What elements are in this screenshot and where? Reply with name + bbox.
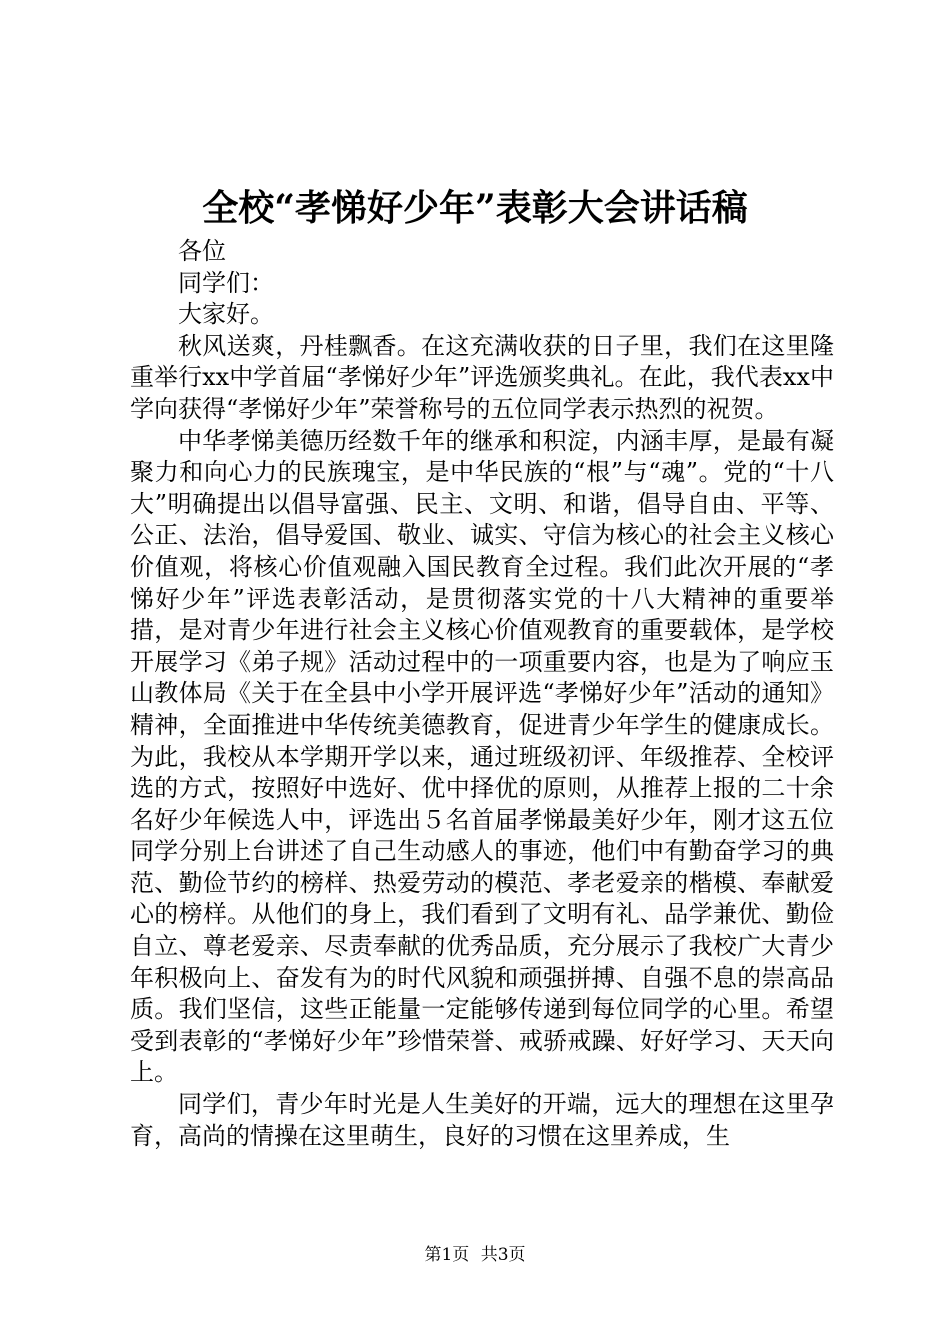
document-body xyxy=(130,236,834,1152)
paragraph-main: 中华孝悌美德历经数千年的继承和积淀，内涵丰厚，是最有凝聚力和向心力的民族瑰宝，是中华民族的“根”与“魂”。党的“十八大”明确提出以倡导富强、民主、文明、和谐，倡导自由、平等、公正、法治，倡导爱国、敬业、诚实、守信为核心的社会主义核心价值观，将核心价值观融入国民教育全过程。我们此次开展的“孝悌好少年”评选表彰活动，是贯彻落实党的十八大精神的重要举措，是对青少年进行社会主义核心价值观教育的重要载体，是学校开展学习《弟子规》活动过程中的一项重要内容，也是为了响应玉山教体局《关于在全县中小学开展评选“孝悌好少年”活动的通知》精神，全面推进中华传统美德教育，促进青少年学生的健康成长。为此，我校从本学期开学以来，通过班级初评、年级推荐、全校评选的方式，按照好中选好、优中择优的原则，从推荐上报的二十余名好少年候选人中，评选出５名首届孝悌最美好少年，刚才这五位同学分别上台讲述了自己生动感人的事迹，他们中有勤奋学习的典范、勤俭节约的榜样、热爱劳动的模范、孝老爱亲的楷模、奉献爱心的榜样。从他们的身上，我们看到了文明有礼、品学兼优、勤俭自立、尊老爱亲、尽责奉献的优秀品质，充分展示了我校广大青少年积极向上、奋发有为的时代风貌和顽强拼搏、自强不息的崇高品质。我们坚信，这些正能量一定能够传递到每位同学的心里。希望受到表彰的“孝悌好少年”珍惜荣誉、戒骄戒躁、好好学习、天天向上。 xyxy=(130,426,834,1087)
page-footer xyxy=(0,1244,950,1266)
paragraph-closing: 同学们，青少年时光是人生美好的开端，远大的理想在这里孕育，高尚的情操在这里萌生，良好的习惯在这里养成，生 xyxy=(130,1090,834,1150)
paragraph-salutation-1: 各位 xyxy=(178,237,226,265)
paragraph-greeting: 大家好。 xyxy=(178,300,274,329)
document-title: 全校“孝悌好少年”表彰大会讲话稿 xyxy=(202,187,748,229)
page-total: 共3页 xyxy=(480,1245,526,1265)
paragraph-opening: 秋风送爽，丹桂飘香。在这充满收获的日子里，我们在这里隆重举行xx中学首届“孝悌好少年”评选颁奖典礼。在此，我代表xx中学向获得“孝悌好少年”荣誉称号的五位同学表示热烈的祝贺。 xyxy=(130,331,834,423)
page-number: 第1页 xyxy=(424,1245,470,1265)
paragraph-salutation-2: 同学们： xyxy=(178,268,274,297)
